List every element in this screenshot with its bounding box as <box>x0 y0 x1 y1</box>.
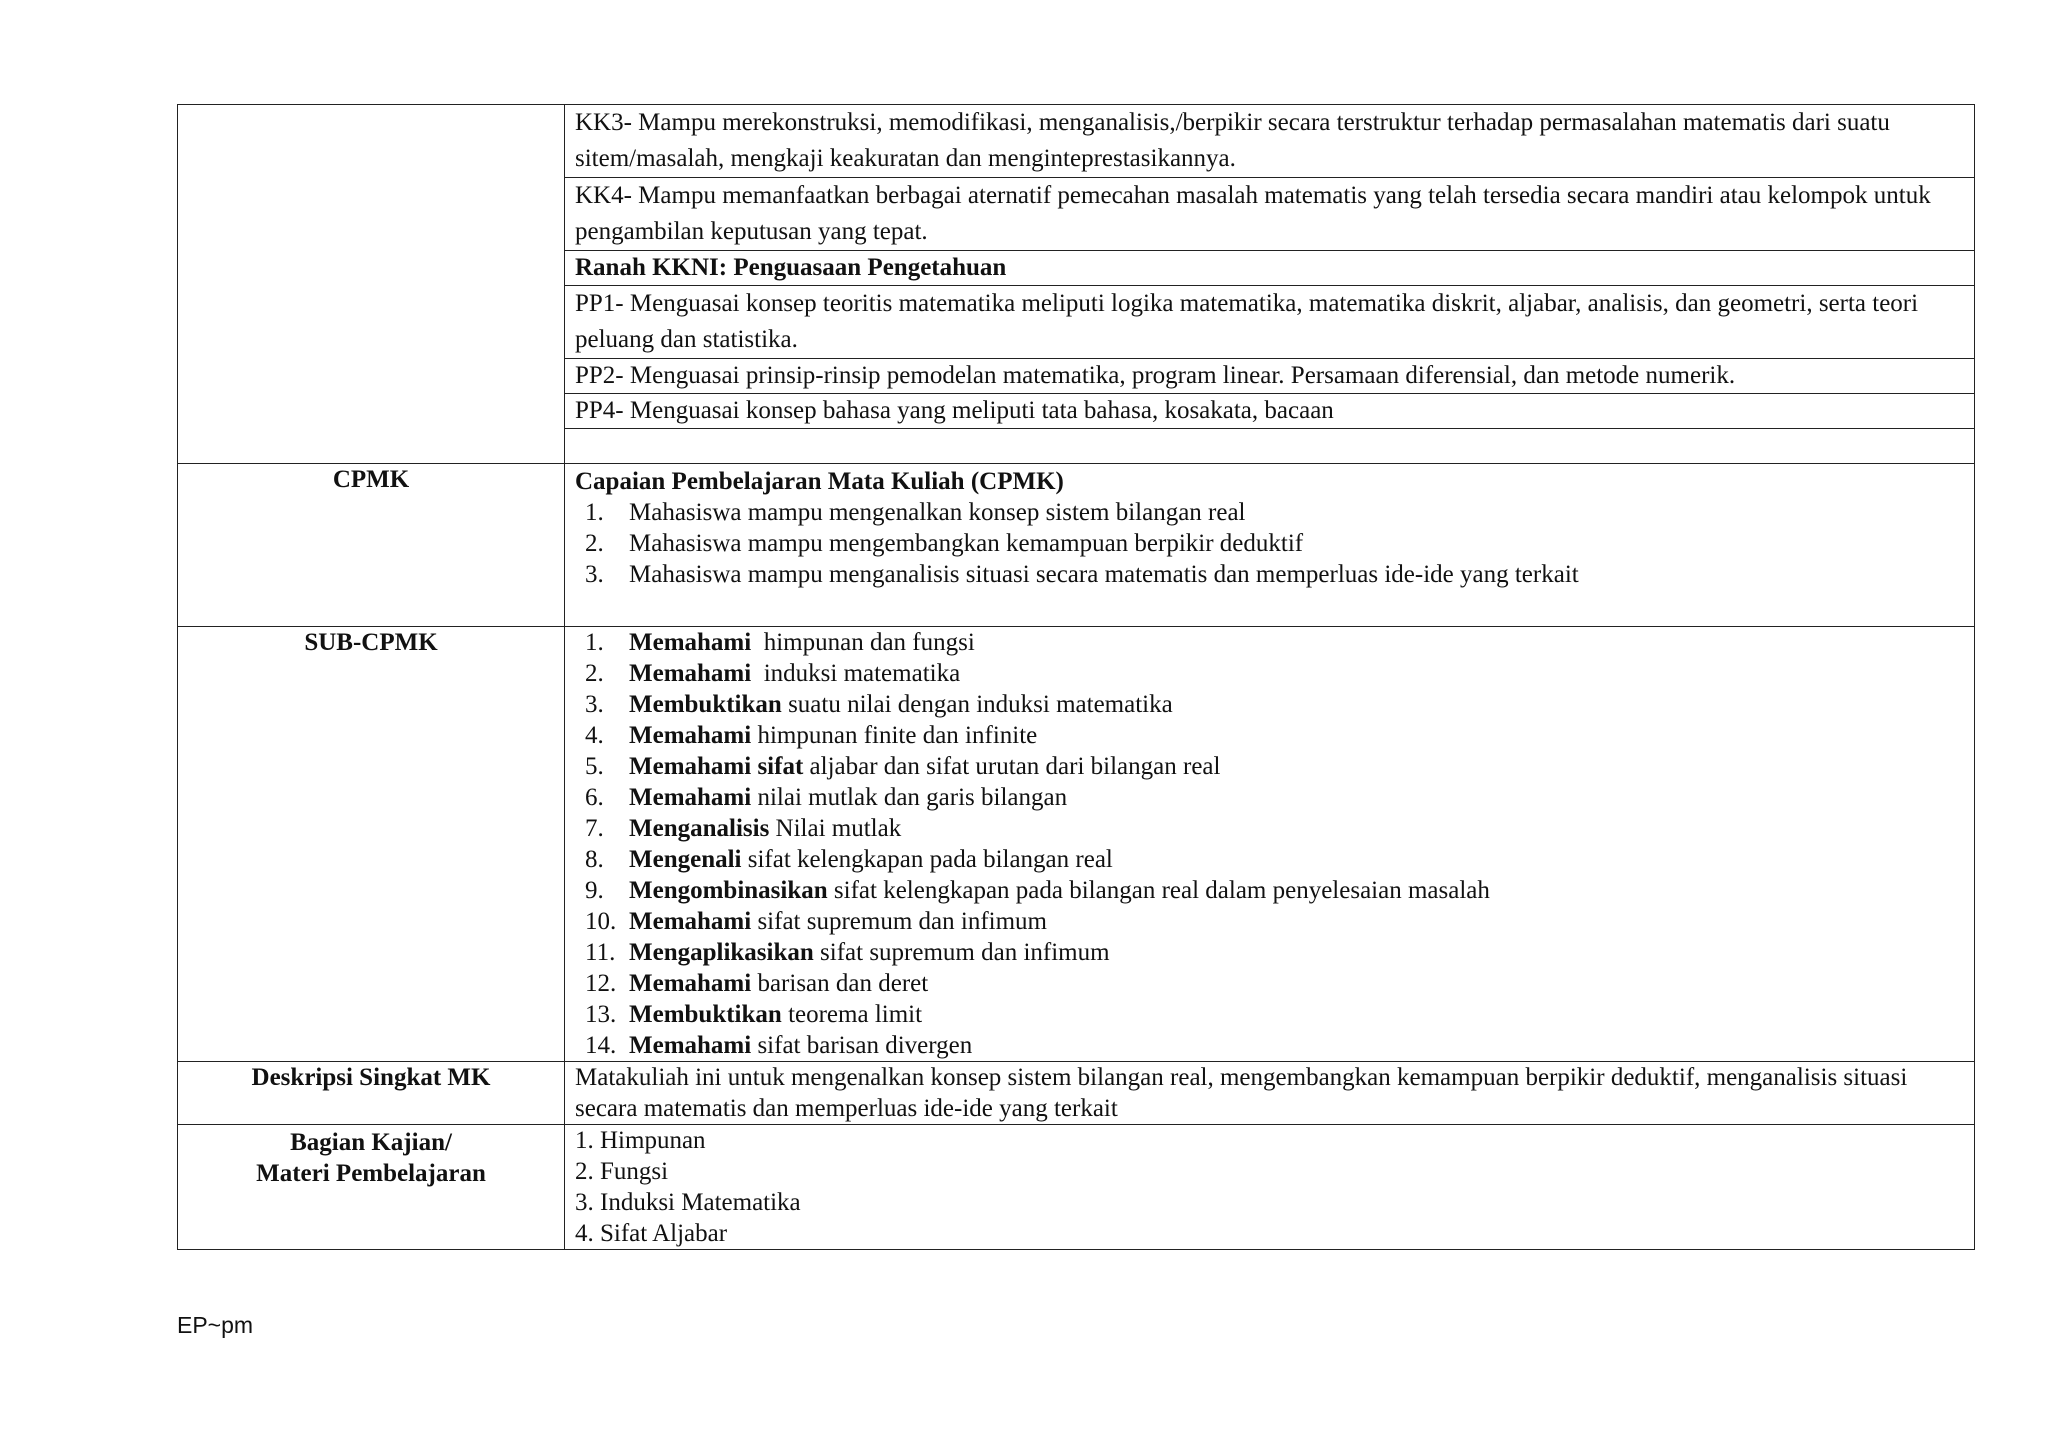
bagian-kajian-label: Bagian Kajian/ Materi Pembelajaran <box>178 1125 565 1250</box>
cpmk-list <box>575 497 1964 590</box>
list-item: 3. Mahasiswa mampu menganalisis situasi secara matematis dan memperluas ide-ide yang terkait <box>585 561 1579 588</box>
list-item: 6. Memahami nilai mutlak dan garis bilangan <box>585 784 1068 811</box>
cpmk-label: CPMK <box>178 464 565 627</box>
sub-cpmk-list <box>575 627 1964 1061</box>
list-item: 8. Mengenali sifat kelengkapan pada bilangan real <box>585 846 1113 873</box>
rps-table <box>177 104 1975 1250</box>
footer-note: EP~pm <box>177 1312 254 1338</box>
empty-label-cell <box>178 105 565 178</box>
empty-row <box>565 429 1975 464</box>
list-item: 2. Mahasiswa mampu mengembangkan kemampuan berpikir deduktif <box>585 530 1304 557</box>
bagian-kajian-content <box>565 1125 1975 1250</box>
list-item: 14. Memahami sifat barisan divergen <box>585 1032 973 1059</box>
pp2-text: PP2- Menguasai prinsip-rinsip pemodelan matematika, program linear. Persamaan diferensial, dan metode numerik. <box>565 359 1975 394</box>
list-item: 1. Memahami himpunan dan fungsi <box>585 629 975 656</box>
list-item: 3. Induksi Matematika <box>575 1189 801 1216</box>
list-item: 2. Fungsi <box>575 1158 669 1185</box>
list-item: 4. Sifat Aljabar <box>575 1220 728 1247</box>
deskripsi-label: Deskripsi Singkat MK <box>178 1062 565 1125</box>
list-item: 2. Memahami induksi matematika <box>585 660 961 687</box>
list-item: 9. Mengombinasikan sifat kelengkapan pada bilangan real dalam penyelesaian masalah <box>585 877 1490 904</box>
list-item: 1. Mahasiswa mampu mengenalkan konsep sistem bilangan real <box>585 499 1246 526</box>
pp4-text: PP4- Menguasai konsep bahasa yang meliputi tata bahasa, kosakata, bacaan <box>565 394 1975 429</box>
sub-cpmk-content <box>565 627 1975 1062</box>
list-item: 13. Membuktikan teorema limit <box>585 1001 923 1028</box>
list-item: 10. Memahami sifat supremum dan infimum <box>585 908 1047 935</box>
sub-cpmk-label: SUB-CPMK <box>178 627 565 1062</box>
list-item: 11. Mengaplikasikan sifat supremum dan infimum <box>585 939 1110 966</box>
cpmk-content <box>565 464 1975 627</box>
list-item: 4. Memahami himpunan finite dan infinite <box>585 722 1038 749</box>
deskripsi-text: Matakuliah ini untuk mengenalkan konsep sistem bilangan real, mengembangkan kemampuan berpikir deduktif, menganalisis situasi secara matematis dan memperluas ide-ide yang terkait <box>565 1062 1975 1125</box>
pp1-text: PP1- Menguasai konsep teoritis matematika meliputi logika matematika, matematika diskrit, aljabar, analisis, dan geometri, serta teori peluang dan statistika. <box>565 286 1975 359</box>
cpmk-heading: Capaian Pembelajaran Mata Kuliah (CPMK) <box>575 468 1064 495</box>
list-item: 12. Memahami barisan dan deret <box>585 970 929 997</box>
list-item: 7. Menganalisis Nilai mutlak <box>585 815 902 842</box>
ranah-kkni-heading: Ranah KKNI: Penguasaan Pengetahuan <box>565 251 1975 286</box>
list-item: 1. Himpunan <box>575 1127 706 1154</box>
kk4-text: KK4- Mampu memanfaatkan berbagai aternatif pemecahan masalah matematis yang telah tersedia secara mandiri atau kelompok untuk pengambilan keputusan yang tepat. <box>565 178 1975 251</box>
list-item: 5. Memahami sifat aljabar dan sifat urutan dari bilangan real <box>585 753 1221 780</box>
kk3-text: KK3- Mampu merekonstruksi, memodifikasi, menganalisis,/berpikir secara terstruktur terhadap permasalahan matematis dari suatu sitem/masalah, mengkaji keakuratan dan menginteprestasikannya. <box>565 105 1975 178</box>
list-item: 3. Membuktikan suatu nilai dengan induksi matematika <box>585 691 1173 718</box>
